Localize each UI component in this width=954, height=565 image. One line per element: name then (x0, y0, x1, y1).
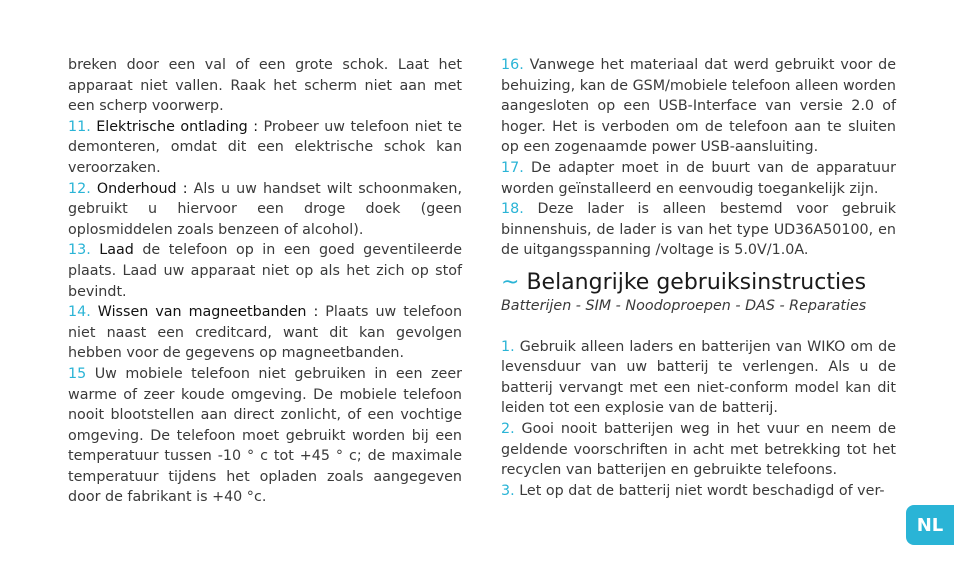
item-text: Vanwege het materiaal dat werd gebruikt voor de behuizing, kan de GSM/mobiele telefoon alleen worden aangesloten op een USB-Interface van versie 2.0 of hoger. Het is verboden om de telefoon aan te sluiten op een zogenaamde power USB-aansluiting. (501, 57, 896, 156)
item-number: 16. (501, 57, 524, 73)
list-item (501, 158, 896, 199)
item-text: de telefoon op in een goed geventileerde plaats. Laad uw apparaat niet op als het zich op stof bevindt. (68, 242, 462, 300)
item-text: Gooi nooit batterijen weg in het vuur en neem de geldende voorschriften in acht met betrekking tot het recyclen van batterijen en gebruikte telefoons. (501, 420, 896, 479)
spacer (501, 316, 896, 337)
item-keyword: Elektrische ontlading : (96, 118, 259, 135)
item-number: 12. (68, 180, 91, 197)
list-item (501, 481, 896, 502)
item-text: Let op dat de batterij niet wordt beschadigd of ver- (514, 482, 885, 499)
item-keyword: Onderhoud : (96, 180, 188, 197)
list-item (68, 302, 462, 364)
item-number: 2. (501, 420, 515, 437)
item-text: Plaats uw telefoon niet naast een creditcard, want dit kan gevolgen hebben voor de gegevens op magneetbanden. (68, 304, 462, 362)
item-text: Deze lader is alleen bestemd voor gebruik binnenshuis, de lader is van het type UD36A50100, en de uitgangsspanning /voltage is 5.0V/1.0A. (501, 201, 896, 259)
heading-tilde: ~ (501, 269, 520, 295)
item-text: Uw mobiele telefoon niet gebruiken in een zeer warme of zeer koude omgeving. De mobiele telefoon nooit blootstellen aan direct zonlicht, of een vochtige omgeving. De telefoon moet gebruikt worden bij een temperatuur tussen -10 ° c tot +45 ° c; de maximale temperatuur tijdens het opladen zoals aangegeven door de fabrikant is +40 °c. (68, 365, 462, 506)
heading-text: Belangrijke gebruiksinstructies (526, 269, 867, 295)
item-number: 15 (68, 365, 87, 382)
item-text: Probeer uw telefoon niet te demonteren, omdat dit een elektrische schok kan veroorzaken. (68, 118, 462, 176)
item-text: De adapter moet in de buurt van de apparatuur worden geïnstalleerd en eenvoudig toegankelijk zijn. (501, 159, 896, 197)
section-subtitle: Batterijen - SIM - Noodoproepen - DAS - Reparaties (501, 297, 867, 314)
list-item (501, 199, 896, 261)
list-item (68, 364, 462, 508)
item-text: Gebruik alleen laders en batterijen van WIKO om de levensduur van uw batterij te verlengen. Als u de batterij vervangt met een niet-conform model kan dit leiden tot een explosie van de batterij. (501, 338, 896, 417)
list-item (501, 55, 896, 158)
intro-paragraph: breken door een val of een grote schok. Laat het apparaat niet vallen. Raak het scherm niet aan met een scherp voorwerp. (68, 57, 462, 115)
item-number: 14. (68, 304, 91, 321)
language-badge: NL (906, 505, 954, 545)
list-item (68, 117, 462, 179)
list-item (501, 419, 896, 481)
item-keyword: Laad (99, 242, 134, 259)
item-number: 13. (68, 242, 91, 259)
item-number: 1. (501, 338, 515, 355)
list-item (501, 337, 896, 419)
item-number: 17. (501, 159, 524, 176)
list-item (68, 179, 462, 241)
item-number: 3. (501, 482, 515, 499)
item-text: Als u uw handset wilt schoonmaken, gebruikt u hiervoor een droge doek (geen oplosmiddelen zoals benzeen of alcohol). (68, 180, 463, 238)
list-item (68, 240, 462, 302)
item-number: 18. (501, 201, 524, 218)
item-number: 11. (68, 118, 91, 135)
item-keyword: Wissen van magneetbanden : (97, 304, 319, 321)
left-column (68, 55, 462, 508)
section-heading (501, 270, 896, 296)
right-column (501, 55, 896, 501)
